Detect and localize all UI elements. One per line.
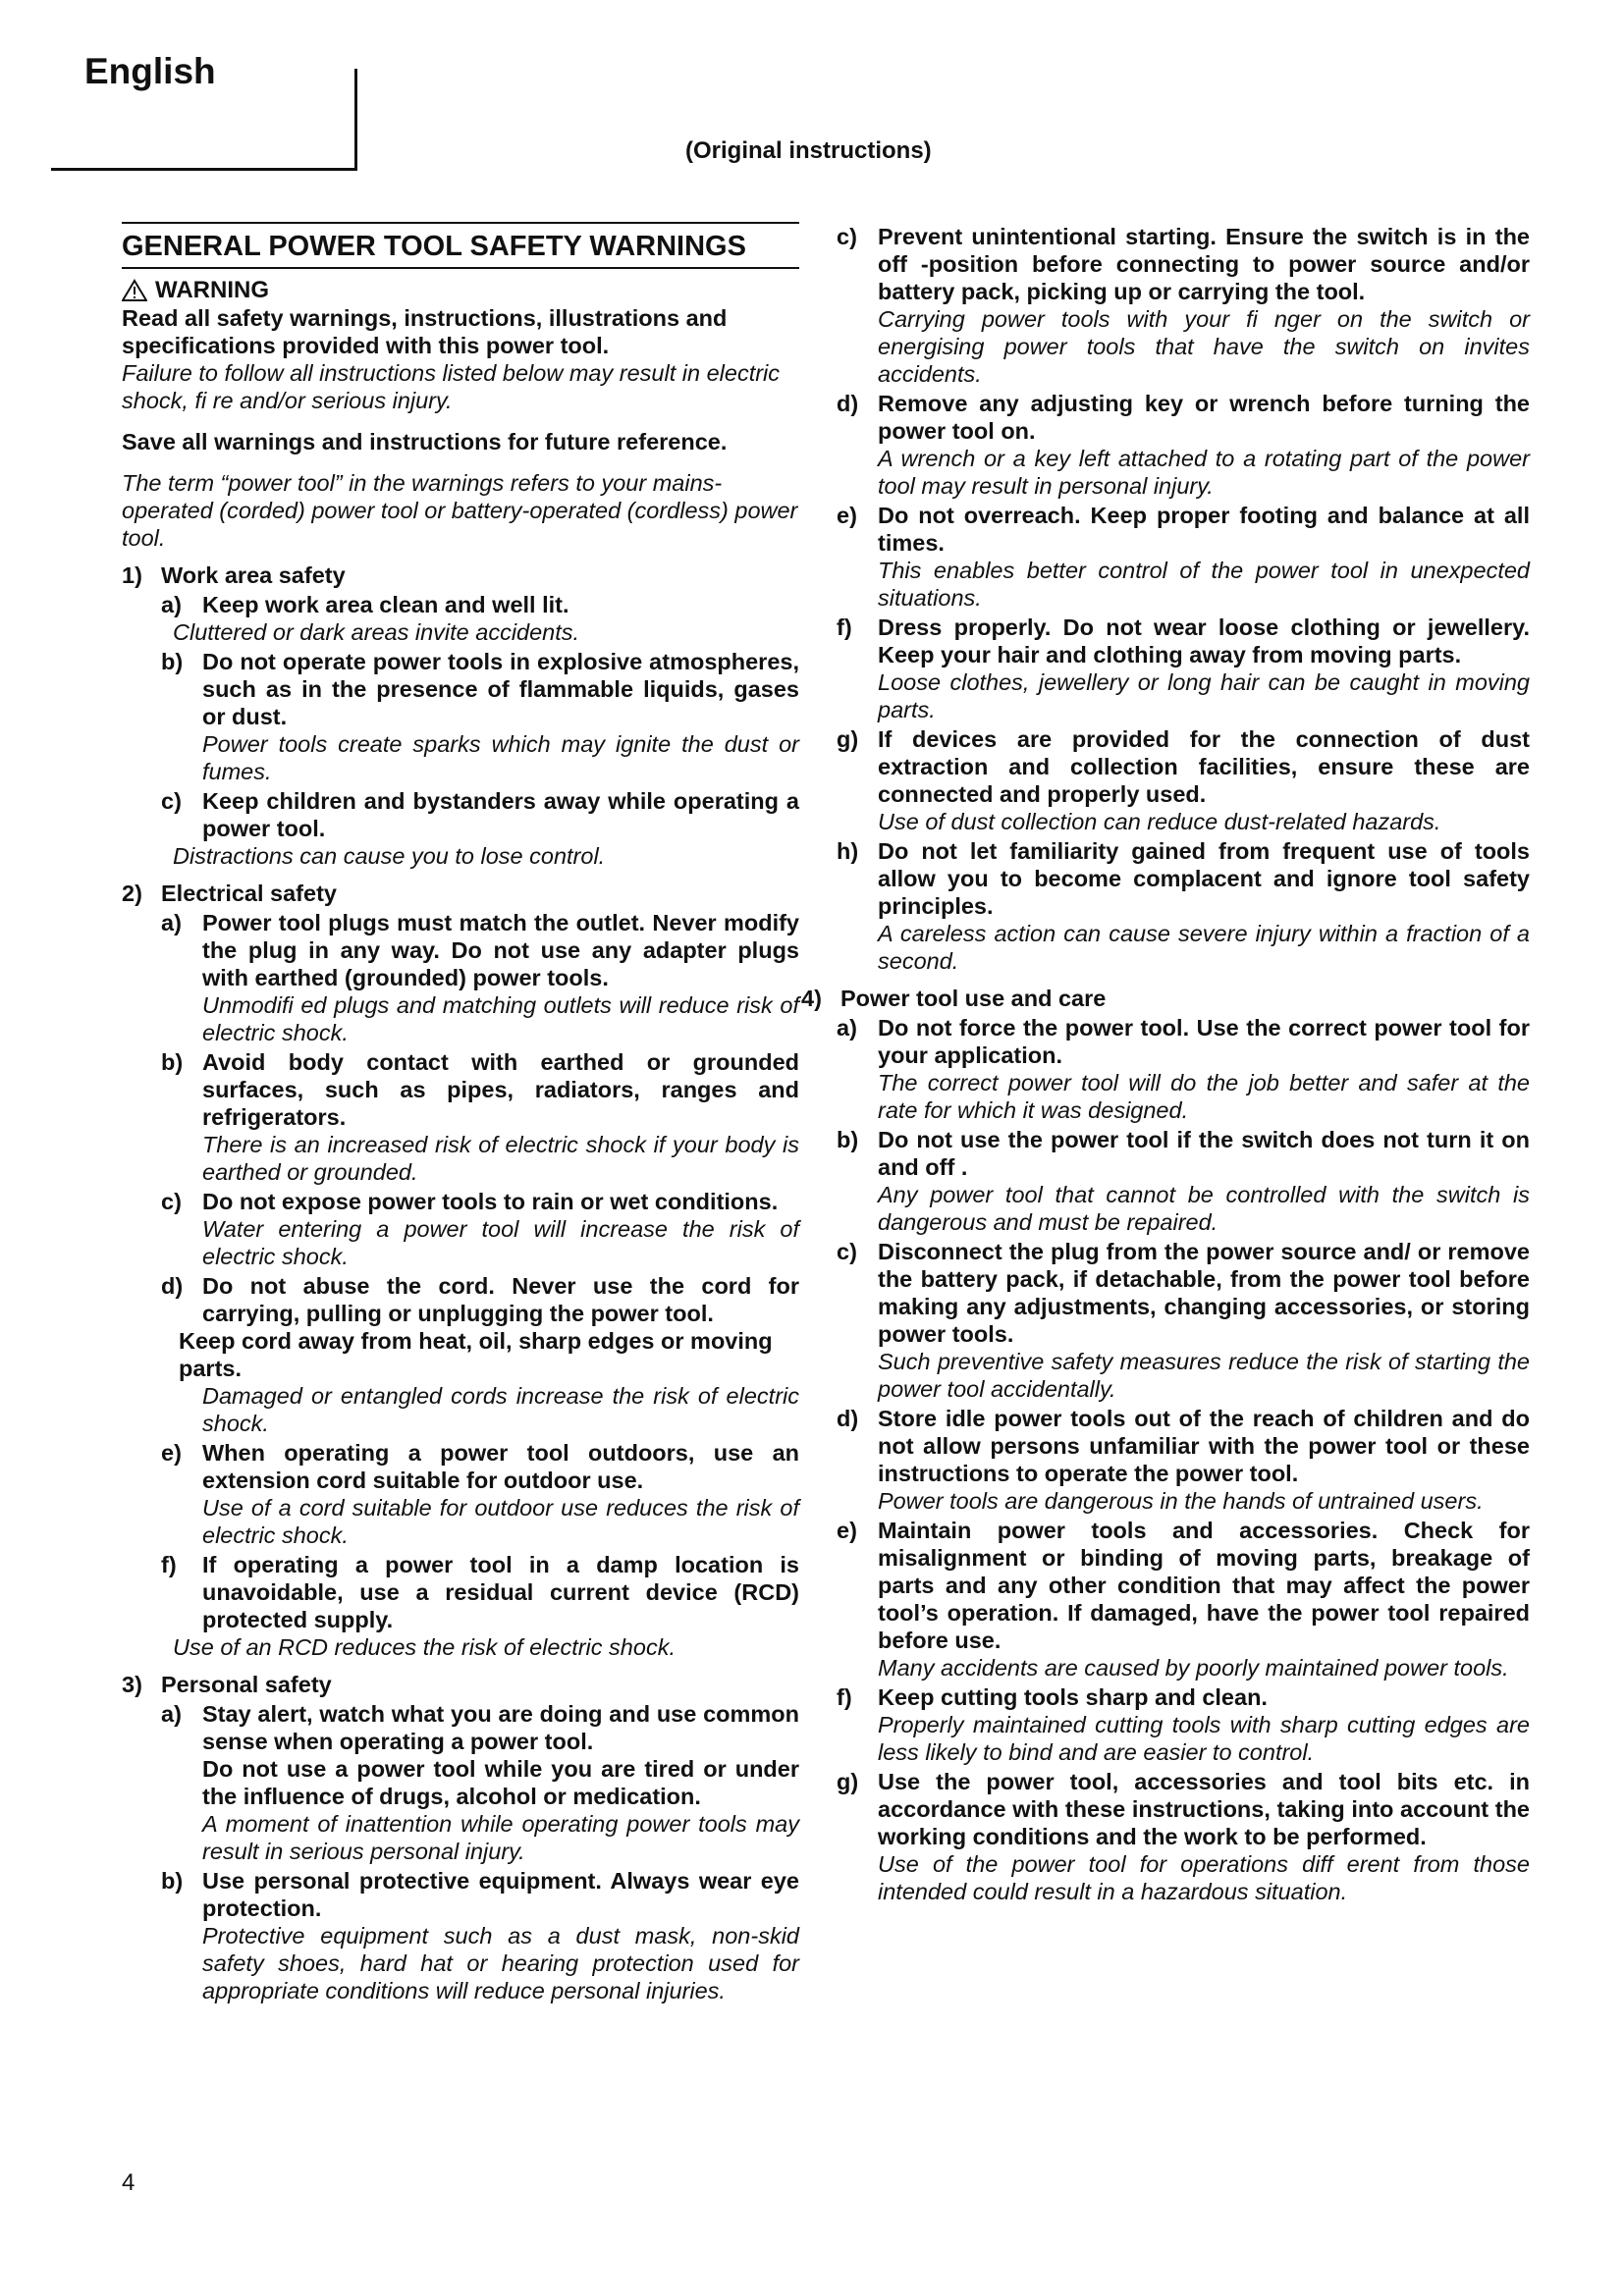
list-item: f) If operating a power tool in a damp location is unavoidable, use a residual current device (RCD) protected supply. (161, 1552, 799, 1632)
item-note: Use of an RCD reduces the risk of electric shock. (173, 1634, 676, 1660)
item-note: Cluttered or dark areas invite accidents. (173, 619, 580, 645)
item-note: Damaged or entangled cords increase the risk of electric shock. (202, 1383, 799, 1436)
language-label: English (84, 51, 216, 91)
subtitle: (Original instructions) (685, 137, 932, 164)
list-item: c) Disconnect the plug from the power source and/ or remove the battery pack, if detachable, from the power tool before making any adjustments, changing accessories, or storing power tools. (837, 1239, 1530, 1347)
item-note: Distractions can cause you to lose control. (173, 843, 606, 869)
list-item: f) Keep cutting tools sharp and clean. (837, 1684, 1268, 1710)
item-note: Such preventive safety measures reduce the risk of starting the power tool accidentally. (878, 1349, 1530, 1402)
item-note: This enables better control of the power tool in unexpected situations. (878, 558, 1530, 611)
section-1-items (161, 591, 799, 870)
item-note: Use of a cord suitable for outdoor use reduces the risk of electric shock. (202, 1495, 799, 1548)
item-note: Any power tool that cannot be controlled with the switch is dangerous and must be repaired. (878, 1182, 1530, 1235)
item-continuation: Keep cord away from heat, oil, sharp edges or moving parts. (179, 1328, 773, 1381)
list-item: b) Do not use the power tool if the switch does not turn it on and off . (837, 1127, 1530, 1180)
item-note: Protective equipment such as a dust mask, non-skid safety shoes, hard hat or hearing protection used for appropriate conditions will reduce personal injuries. (202, 1923, 799, 2003)
warning-heading (122, 277, 799, 304)
warning-label: WARNING (155, 277, 269, 303)
read-all-text: Read all safety warnings, instructions, illustrations and specifications provided with this power tool. (122, 305, 728, 358)
item-note: A careless action can cause severe injury within a fraction of a second. (878, 921, 1530, 974)
list-item: e) Do not overreach. Keep proper footing and balance at all times. (837, 503, 1530, 556)
list-item: a) Stay alert, watch what you are doing and use common sense when operating a power tool. (161, 1701, 799, 1754)
list-item: d) Remove any adjusting key or wrench before turning the power tool on. (837, 391, 1530, 444)
left-column (122, 222, 799, 2004)
list-item: a) Keep work area clean and well lit. (161, 592, 569, 617)
list-item: g) Use the power tool, accessories and tool bits etc. in accordance with these instructions, taking into account the working conditions and the work to be performed. (837, 1769, 1530, 1849)
section-3-items (161, 1700, 799, 2004)
item-note: A wrench or a key left attached to a rotating part of the power tool may result in personal injury. (878, 446, 1530, 499)
section-heading-2: 2) Electrical safety (122, 881, 337, 906)
list-item: a) Power tool plugs must match the outlet. Never modify the plug in any way. Do not use any adapter plugs with earthed (grounded) power tools. (161, 910, 799, 990)
list-item: c) Do not expose power tools to rain or wet conditions. (161, 1189, 779, 1214)
item-note: Properly maintained cutting tools with sharp cutting edges are less likely to bind and are easier to control. (878, 1712, 1530, 1765)
list-item: c) Keep children and bystanders away while operating a power tool. (161, 788, 799, 841)
item-note: Water entering a power tool will increase the risk of electric shock. (202, 1216, 799, 1269)
item-note: Power tools are dangerous in the hands of untrained users. (878, 1488, 1484, 1514)
section-2-items (161, 909, 799, 1661)
list-item: b) Do not operate power tools in explosive atmospheres, such as in the presence of flammable liquids, gases or dust. (161, 649, 799, 729)
list-item: g) If devices are provided for the connection of dust extraction and collection facilities, ensure these are connected and properly used. (837, 726, 1530, 807)
section-4-items (837, 1014, 1530, 1905)
right-column (801, 221, 1530, 1905)
section-heading-4: 4) Power tool use and care (801, 986, 1107, 1011)
page-number: 4 (122, 2169, 135, 2196)
item-note: There is an increased risk of electric shock if your body is earthed or grounded. (202, 1132, 799, 1185)
list-item: f) Dress properly. Do not wear loose clothing or jewellery. Keep your hair and clothing away from moving parts. (837, 614, 1530, 667)
term-text: The term “power tool” in the warnings refers to your mains-operated (corded) power tool or battery-operated (cordless) power tool. (122, 470, 798, 551)
list-item: a) Do not force the power tool. Use the correct power tool for your application. (837, 1015, 1530, 1068)
item-note: Use of dust collection can reduce dust-related hazards. (878, 809, 1441, 834)
list-item: b) Use personal protective equipment. Always wear eye protection. (161, 1868, 799, 1921)
item-note: Power tools create sparks which may ignite the dust or fumes. (202, 731, 799, 784)
item-note: Use of the power tool for operations diff erent from those intended could result in a hazardous situation. (878, 1851, 1530, 1904)
page-title: GENERAL POWER TOOL SAFETY WARNINGS (122, 222, 799, 269)
list-item: b) Avoid body contact with earthed or grounded surfaces, such as pipes, radiators, ranges and refrigerators. (161, 1049, 799, 1130)
item-continuation: Do not use a power tool while you are tired or under the influence of drugs, alcohol or medication. (202, 1756, 799, 1809)
list-item: e) When operating a power tool outdoors, use an extension cord suitable for outdoor use. (161, 1440, 799, 1493)
list-item: d) Store idle power tools out of the reach of children and do not allow persons unfamiliar with the power tool or these instructions to operate the power tool. (837, 1406, 1530, 1486)
list-item: d) Do not abuse the cord. Never use the cord for carrying, pulling or unplugging the power tool. (161, 1273, 799, 1326)
item-note: Loose clothes, jewellery or long hair can be caught in moving parts. (878, 669, 1530, 722)
list-item: h) Do not let familiarity gained from frequent use of tools allow you to become complacent and ignore tool safety principles. (837, 838, 1530, 919)
item-note: A moment of inattention while operating power tools may result in serious personal injury. (202, 1811, 799, 1864)
warning-triangle-icon (122, 279, 147, 302)
item-note: Many accidents are caused by poorly maintained power tools. (878, 1655, 1509, 1681)
section-heading-1: 1) Work area safety (122, 562, 346, 588)
item-note: Unmodifi ed plugs and matching outlets will reduce risk of electric shock. (202, 992, 799, 1045)
failure-text: Failure to follow all instructions listed below may result in electric shock, fi re and/or serious injury. (122, 360, 781, 413)
list-item: c) Prevent unintentional starting. Ensure the switch is in the off -position before connecting to power source and/or battery pack, picking up or carrying the tool. (837, 224, 1530, 304)
section-heading-3: 3) Personal safety (122, 1672, 332, 1697)
item-note: Carrying power tools with your fi nger on the switch or energising power tools that have the switch on invites accidents. (878, 306, 1530, 387)
item-note: The correct power tool will do the job better and safer at the rate for which it was designed. (878, 1070, 1530, 1123)
list-item: e) Maintain power tools and accessories. Check for misalignment or binding of moving parts, breakage of parts and any other condition that may affect the power tool’s operation. If damaged, have the power tool repaired before use. (837, 1518, 1530, 1653)
save-text: Save all warnings and instructions for future reference. (122, 429, 728, 454)
